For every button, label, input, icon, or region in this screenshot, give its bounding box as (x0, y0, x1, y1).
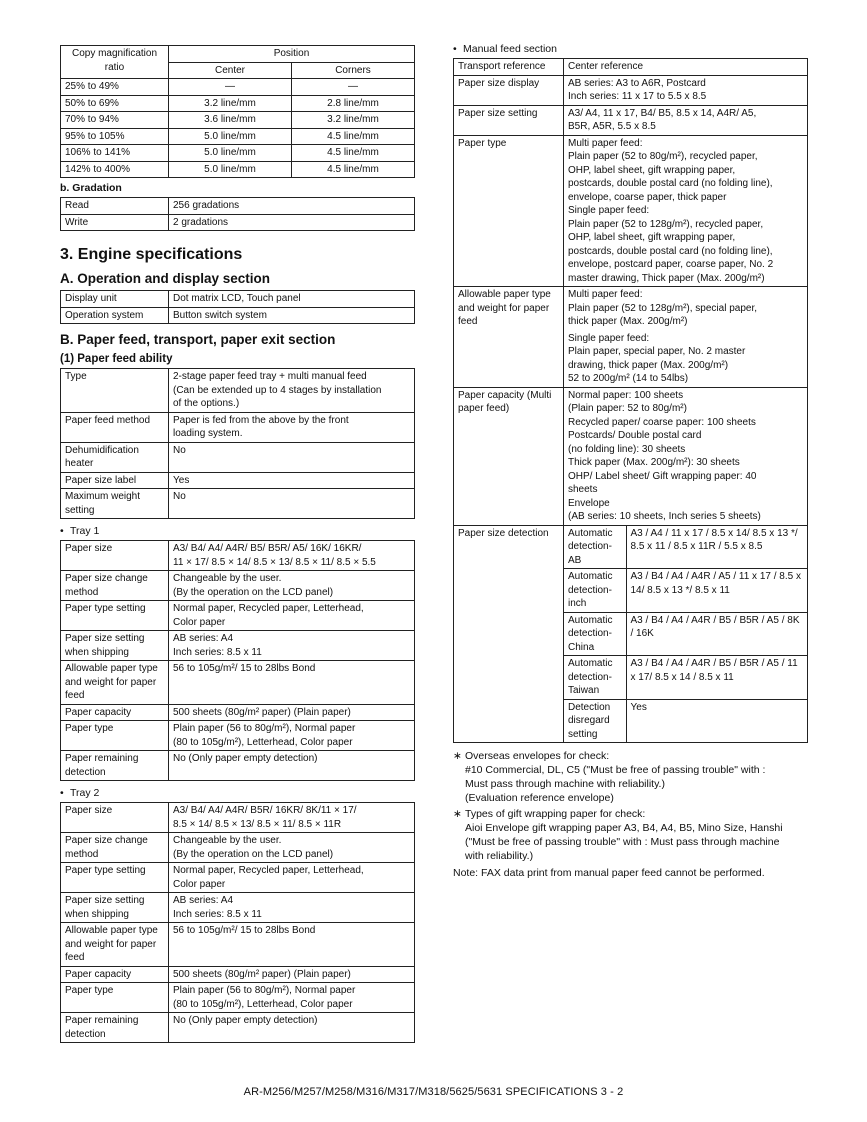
spec-value-line: (no folding line): 30 sheets (568, 443, 686, 455)
spec-row (61, 307, 415, 324)
paper-feed-ability-heading: (1) Paper feed ability (60, 353, 173, 365)
spec-label: Maximum weight setting (61, 489, 169, 519)
ratio-cell: 50% to 69% (61, 95, 169, 112)
engine-specifications-heading: 3. Engine specifications (60, 246, 243, 263)
detection-table (564, 526, 807, 743)
paper-feed-heading: B. Paper feed, transport, paper exit section (60, 332, 336, 347)
spec-value-line: Inch series: 8.5 x 11 (173, 908, 262, 920)
spec-value-line: Normal paper, Recycled paper, Letterhead, (173, 865, 364, 876)
spec-row (61, 983, 415, 1013)
ratio-cell: 142% to 400% (61, 161, 169, 178)
spec-value-line: No (173, 444, 186, 456)
detection-value: Yes (630, 701, 647, 713)
spec-label: Type (61, 369, 169, 413)
left-column (60, 45, 415, 1043)
note-envelopes: ∗ Overseas envelopes for check: (453, 750, 610, 762)
spec-value (564, 287, 808, 388)
center-header: Center (169, 62, 292, 79)
spec-row (454, 75, 808, 105)
spec-row (61, 541, 415, 571)
spec-value-line: (By the operation on the LCD panel) (173, 848, 334, 860)
spec-row (61, 571, 415, 601)
spec-value-line: (80 to 105g/m²), Letterhead, Color paper (173, 998, 353, 1010)
spec-value-line: 500 sheets (80g/m² paper) (Plain paper) (173, 706, 351, 718)
magnification-row (61, 128, 415, 145)
spec-value-line: Changeable by the user. (173, 573, 282, 584)
manual-feed-label: • Manual feed section (453, 43, 557, 55)
spec-value (169, 1013, 415, 1043)
spec-value-line: (Can be extended up to 4 stages by installation (173, 384, 382, 396)
spec-value (564, 387, 808, 525)
spec-row (61, 472, 415, 489)
detection-cell (564, 525, 808, 743)
spec-row (454, 525, 808, 743)
spec-row (61, 442, 415, 472)
spec-value (564, 105, 808, 135)
corners-value: 3.2 line/mm (292, 112, 415, 129)
page-footer: AR-M256/M257/M258/M316/M317/M318/5625/5631 SPECIFICATIONS 3 - 2 (243, 1086, 624, 1098)
spec-row (61, 631, 415, 661)
corners-value: 4.5 line/mm (292, 128, 415, 145)
spec-value-line: Plain paper (56 to 80g/m²), Normal paper (173, 723, 356, 734)
spec-value-line: AB series: A3 to A6R, Postcard (568, 77, 706, 89)
spec-value-line: Plain paper (52 to 128g/m²), recycled paper, (568, 218, 764, 230)
note-envelopes-line: #10 Commercial, DL, C5 ("Must be free of passing trouble" with : (465, 764, 766, 776)
center-value: 3.6 line/mm (169, 112, 292, 129)
spec-value-line: Inch series: 11 x 17 to 5.5 x 8.5 (568, 91, 707, 102)
spec-label: Transport reference (454, 59, 564, 76)
spec-value (169, 442, 415, 472)
spec-value: 256 gradations (169, 198, 415, 215)
center-value: 5.0 line/mm (169, 161, 292, 178)
spec-row (61, 1013, 415, 1043)
corners-value: 2.8 line/mm (292, 95, 415, 112)
spec-label: Operation system (61, 307, 169, 324)
position-header: Position (169, 46, 415, 63)
spec-value-line: Plain paper (52 to 80g/m²), recycled paper, (568, 151, 758, 162)
spec-value-line: Normal paper, Recycled paper, Letterhead, (173, 603, 364, 614)
center-value: — (169, 79, 292, 96)
spec-value-line: postcards, double postal card (no folding line), (568, 178, 773, 189)
spec-row (61, 601, 415, 631)
spec-row (61, 966, 415, 983)
spec-label: Paper feed method (61, 412, 169, 442)
spec-value-line: Single paper feed: (568, 332, 650, 344)
spec-value: 2 gradations (169, 214, 415, 231)
spec-value-line: sheets (568, 484, 598, 495)
spec-row (61, 369, 415, 413)
spec-value (169, 661, 415, 705)
spec-label: Paper size display (454, 75, 564, 105)
magnification-row (61, 95, 415, 112)
spec-value (169, 923, 415, 967)
spec-row (454, 387, 808, 525)
tray2-label: • Tray 2 (60, 787, 100, 799)
spec-value-line: Changeable by the user. (173, 835, 282, 846)
spec-value-line: A3/ B4/ A4/ A4R/ B5R/ 16KR/ 8K/11 × 17/ (173, 805, 357, 816)
spec-label: Paper remaining detection (61, 1013, 169, 1043)
spec-value: Dot matrix LCD, Touch panel (169, 291, 415, 308)
spec-value-line: Color paper (173, 616, 226, 628)
spec-value-line: drawing, thick paper (Max. 200g/m²) (568, 359, 729, 371)
spec-value-line: 500 sheets (80g/m² paper) (Plain paper) (173, 968, 351, 980)
corners-header: Corners (292, 62, 415, 79)
spec-label: Dehumidification heater (61, 442, 169, 472)
spec-label: Paper type (61, 721, 169, 751)
magnification-row (61, 112, 415, 129)
spec-value-line: Color paper (173, 878, 226, 890)
spec-value-line: AB series: A4 (173, 633, 234, 644)
spec-label: Paper type (454, 135, 564, 287)
detection-row (564, 699, 807, 742)
spec-value (169, 983, 415, 1013)
magnification-row (61, 79, 415, 96)
paper-feed-ability-table (60, 368, 415, 519)
spec-value-line: Paper is fed from the above by the front (173, 414, 349, 426)
spec-row (61, 291, 415, 308)
spec-value-line: Postcards/ Double postal card (568, 430, 702, 441)
note-gift-wrapping-line: Aioi Envelope gift wrapping paper A3, B4, A4, B5, Mino Size, Hanshi (465, 822, 783, 834)
spec-value (169, 966, 415, 983)
spec-value-line: OHP, label sheet, gift wrapping paper, (568, 164, 736, 176)
spec-label: Paper size (61, 541, 169, 571)
spec-label: Paper size setting when shipping (61, 893, 169, 923)
manual-feed-table (453, 58, 808, 743)
spec-value-line: No (Only paper empty detection) (173, 753, 318, 764)
spec-row (454, 105, 808, 135)
spec-value (169, 751, 415, 781)
magnification-row (61, 145, 415, 162)
spec-row (61, 803, 415, 833)
spec-value-line: envelope, coarse paper, thick paper (568, 191, 727, 203)
note-envelopes-line: Must pass through machine with reliability.) (465, 778, 665, 790)
spec-value (564, 135, 808, 287)
spec-value (169, 412, 415, 442)
spec-value-line: B5R, A5R, 5.5 x 8.5 (568, 121, 656, 132)
spec-label: Paper capacity (Multi paper feed) (454, 387, 564, 525)
spec-value-line: Normal paper: 100 sheets (568, 389, 684, 401)
spec-value: Button switch system (169, 307, 415, 324)
spec-value-line: No (173, 491, 186, 502)
spec-value (169, 601, 415, 631)
tray1-label: • Tray 1 (60, 525, 100, 537)
spec-label: Paper size setting (454, 105, 564, 135)
spec-value-line: Recycled paper/ coarse paper: 100 sheets (568, 416, 756, 428)
spec-value-line: 11 × 17/ 8.5 × 14/ 8.5 × 13/ 8.5 × 11/ 8.5 × 5.5 (173, 556, 376, 568)
spec-value (169, 631, 415, 661)
spec-row (61, 661, 415, 705)
spec-label: Paper remaining detection (61, 751, 169, 781)
spec-label: Write (61, 214, 169, 231)
spec-row (61, 412, 415, 442)
spec-row (61, 721, 415, 751)
note-gift-wrapping-line: ("Must be free of passing trouble" with : Must pass through machine (465, 836, 780, 848)
spec-value (169, 721, 415, 751)
spec-value-line: AB series: A4 (173, 895, 234, 906)
center-value: 5.0 line/mm (169, 128, 292, 145)
spec-label: Allowable paper type and weight for paper feed (61, 661, 169, 705)
spec-value (169, 704, 415, 721)
spec-value (169, 489, 415, 519)
spec-row (61, 489, 415, 519)
spec-row (61, 893, 415, 923)
spec-value (564, 59, 808, 76)
note-fax: Note: FAX data print from manual paper feed cannot be performed. (453, 867, 765, 879)
ratio-cell: 70% to 94% (61, 112, 169, 129)
spec-value-line: OHP/ Label sheet/ Gift wrapping paper: 40 (568, 470, 757, 482)
spec-row (454, 59, 808, 76)
spec-label: Read (61, 198, 169, 215)
spec-label: Paper size (61, 803, 169, 833)
spec-label: Allowable paper type and weight for paper feed (454, 287, 564, 388)
spec-value-line: Plain paper (56 to 80g/m²), Normal paper (173, 985, 356, 996)
detection-row (564, 656, 807, 700)
center-value: 3.2 line/mm (169, 95, 292, 112)
spec-value-line: Multi paper feed: (568, 137, 643, 149)
spec-row (61, 833, 415, 863)
ratio-cell: 106% to 141% (61, 145, 169, 162)
spec-value (169, 472, 415, 489)
spec-value-line: A3/ A4, 11 x 17, B4/ B5, 8.5 x 14, A4R/ A5, (568, 107, 757, 119)
spec-value-line: postcards, double postal card (no folding line), (568, 245, 773, 257)
spec-label: Paper type (61, 983, 169, 1013)
spec-value-line: thick paper (Max. 200g/m²) (568, 316, 688, 327)
spec-value-line: (AB series: 10 sheets, Inch series 5 sheets) (568, 511, 761, 522)
spec-label: Paper type setting (61, 863, 169, 893)
spec-value-line: (Plain paper: 52 to 80g/m²) (568, 403, 687, 414)
gradation-table (60, 197, 415, 231)
spec-label: Paper capacity (61, 704, 169, 721)
ratio-cell: 95% to 105% (61, 128, 169, 145)
magnification-row (61, 161, 415, 178)
spec-row (454, 135, 808, 287)
spec-value-line: No (Only paper empty detection) (173, 1015, 318, 1026)
detection-value: A3 / B4 / A4 / A4R / A5 / 11 x 17 / 8.5 x 14/ 8.5 x 13 */ 8.5 x 11 (626, 569, 807, 613)
ratio-header: Copy magnification ratio (61, 46, 169, 79)
note-gift-wrapping-line: with reliability.) (465, 850, 534, 862)
detection-label: Detection disregard setting (564, 699, 626, 742)
spec-value (169, 541, 415, 571)
spec-value (564, 75, 808, 105)
spec-value (169, 369, 415, 413)
operation-table (60, 290, 415, 324)
magnification-table (60, 45, 415, 178)
detection-label: Automatic detection-inch (564, 569, 626, 613)
center-value: 5.0 line/mm (169, 145, 292, 162)
detection-value: A3 / B4 / A4 / A4R / B5 / B5R / A5 / 8K / 16K (626, 612, 807, 656)
detection-label: Automatic detection-China (564, 612, 626, 656)
corners-value: 4.5 line/mm (292, 161, 415, 178)
operation-section-heading: A. Operation and display section (60, 271, 271, 286)
spec-row (61, 863, 415, 893)
detection-row (564, 612, 807, 656)
notes (453, 749, 808, 880)
spec-label: Paper capacity (61, 966, 169, 983)
spec-label: Paper size detection (454, 525, 564, 743)
spec-value-line: Multi paper feed: (568, 289, 643, 300)
spec-value-line: Single paper feed: (568, 205, 650, 216)
spec-row (61, 751, 415, 781)
spec-value-line: Center reference (568, 61, 644, 72)
spec-row (454, 287, 808, 388)
detection-row (564, 526, 807, 569)
spec-value-line: Inch series: 8.5 x 11 (173, 646, 262, 658)
spec-label: Paper size change method (61, 833, 169, 863)
spec-value-line: 8.5 × 14/ 8.5 × 13/ 8.5 × 11/ 8.5 × 11R (173, 818, 342, 830)
detection-label: Automatic detection-AB (564, 526, 626, 569)
spec-value-line: Plain paper (52 to 128g/m²), special paper, (568, 302, 757, 314)
note-envelopes-line: (Evaluation reference envelope) (465, 792, 614, 804)
spec-value-line: Thick paper (Max. 200g/m²): 30 sheets (568, 457, 740, 468)
spec-value-line: 2-stage paper feed tray + multi manual feed (173, 371, 367, 382)
ratio-cell: 25% to 49% (61, 79, 169, 96)
corners-value: — (292, 79, 415, 96)
spec-label: Paper size change method (61, 571, 169, 601)
spec-label: Allowable paper type and weight for paper feed (61, 923, 169, 967)
spec-value-line: 56 to 105g/m²/ 15 to 28lbs Bond (173, 663, 316, 674)
spec-label: Paper size label (61, 472, 169, 489)
spec-value-line: (By the operation on the LCD panel) (173, 586, 334, 598)
spec-row (61, 214, 415, 231)
spec-value-line: Envelope (568, 497, 610, 509)
spec-value-line: Yes (173, 474, 190, 486)
tray2-table (60, 802, 415, 1043)
spec-value-line: OHP, label sheet, gift wrapping paper, (568, 232, 736, 243)
spec-value-line: of the options.) (173, 398, 240, 409)
spec-value (169, 571, 415, 601)
spec-label: Display unit (61, 291, 169, 308)
corners-value: 4.5 line/mm (292, 145, 415, 162)
detection-label: Automatic detection-Taiwan (564, 656, 626, 700)
spec-value-line: (80 to 105g/m²), Letterhead, Color paper (173, 736, 353, 748)
spec-value-line: Plain paper, special paper, No. 2 master (568, 346, 746, 357)
spec-value (169, 863, 415, 893)
note-gift-wrapping: ∗ Types of gift wrapping paper for check: (453, 808, 646, 820)
spec-row (61, 923, 415, 967)
spec-value (169, 833, 415, 863)
spec-value-line: A3/ B4/ A4/ A4R/ B5/ B5R/ A5/ 16K/ 16KR/ (173, 543, 362, 554)
tray1-table (60, 540, 415, 781)
spec-value-line: 56 to 105g/m²/ 15 to 28lbs Bond (173, 925, 316, 936)
spec-label: Paper type setting (61, 601, 169, 631)
right-column (453, 43, 808, 880)
gradation-title: b. Gradation (60, 182, 122, 194)
detection-value: A3 / A4 / 11 x 17 / 8.5 x 14/ 8.5 x 13 */ 8.5 x 11 / 8.5 x 11R / 5.5 x 8.5 (626, 526, 807, 569)
spec-row (61, 704, 415, 721)
spec-label: Paper size setting when shipping (61, 631, 169, 661)
detection-row (564, 569, 807, 613)
spec-value-line: 52 to 200g/m² (14 to 54lbs) (568, 373, 689, 384)
spec-value (169, 893, 415, 923)
spec-row (61, 198, 415, 215)
detection-value: A3 / B4 / A4 / A4R / B5 / B5R / A5 / 11 x 17/ 8.5 x 14 / 8.5 x 11 (626, 656, 807, 700)
spec-value-line: loading system. (173, 428, 243, 439)
spec-value-line: master drawing, Thick paper (Max. 200g/m²) (568, 272, 765, 284)
spec-value-line: envelope, postcard paper, coarse paper, No. 2 (568, 259, 774, 270)
spec-value (169, 803, 415, 833)
